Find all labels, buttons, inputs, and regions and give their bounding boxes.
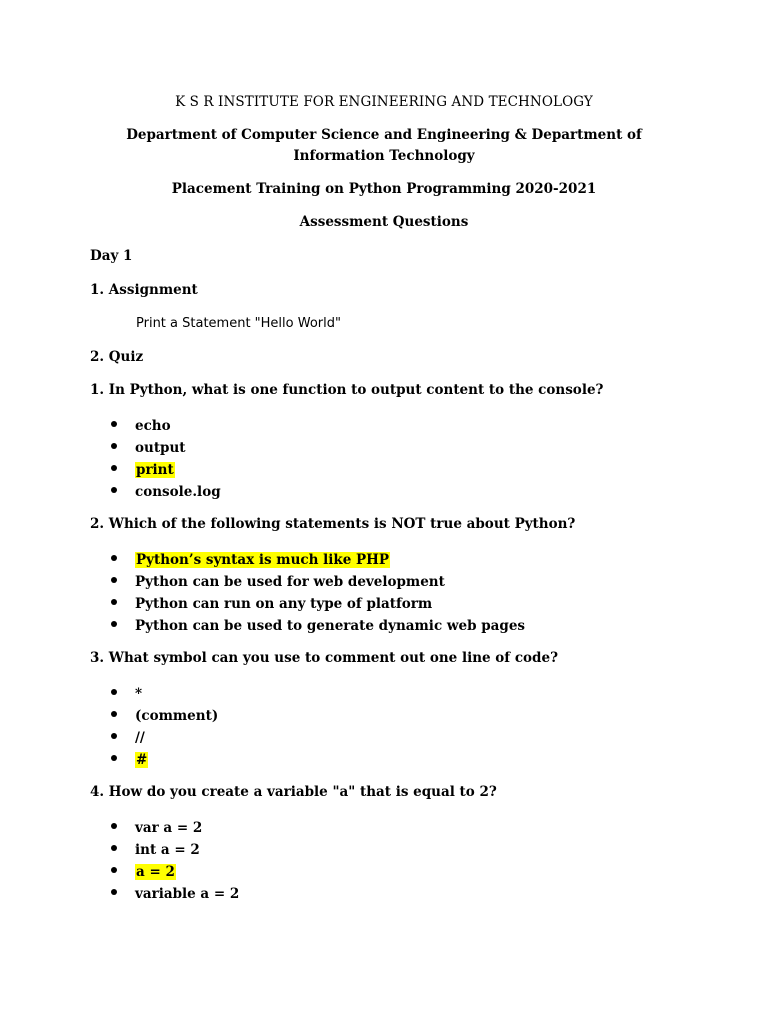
bullet-icon: [111, 421, 117, 427]
bullet-icon: [111, 555, 117, 561]
option-item: [0, 615, 768, 637]
option-text: echo: [135, 418, 171, 434]
question-1: 1. In Python, what is one function to output content to the console?: [90, 382, 604, 398]
assessment-title: Assessment Questions: [299, 214, 469, 230]
question-3: 3. What symbol can you use to comment out one line of code?: [90, 650, 558, 666]
option-text: console.log: [135, 484, 221, 500]
option-item: [0, 549, 768, 571]
bullet-icon: [111, 823, 117, 829]
option-text: int a = 2: [135, 842, 200, 858]
bullet-icon: [111, 465, 117, 471]
bullet-icon: [111, 845, 117, 851]
option-text: Python can be used for web development: [135, 574, 445, 590]
bullet-icon: [111, 577, 117, 583]
question-4: 4. How do you create a variable "a" that is equal to 2?: [90, 784, 497, 800]
assignment-heading: 1. Assignment: [90, 282, 198, 298]
highlighted-answer: a = 2: [136, 864, 175, 880]
bullet-icon: [111, 443, 117, 449]
option-item: [0, 481, 768, 503]
option-item: [0, 571, 768, 593]
highlighted-answer: print: [136, 462, 174, 478]
option-item: [0, 415, 768, 437]
department-name: Department of Computer Science and Engineering & Department of Information Technology: [126, 127, 642, 164]
option-text: //: [135, 730, 145, 746]
highlighted-answer: Python’s syntax is much like PHP: [136, 552, 390, 568]
day-heading: Day 1: [90, 248, 133, 264]
bullet-icon: [111, 689, 117, 695]
option-item: [0, 839, 768, 861]
bullet-icon: [111, 621, 117, 627]
quiz-heading: 2. Quiz: [90, 349, 144, 365]
assignment-text: Print a Statement "Hello World": [136, 316, 341, 331]
option-item: [0, 727, 768, 749]
bullet-icon: [111, 889, 117, 895]
bullet-icon: [111, 487, 117, 493]
option-item: [0, 705, 768, 727]
option-item: [0, 437, 768, 459]
institute-name: K S R INSTITUTE FOR ENGINEERING AND TECHNOLOGY: [175, 94, 593, 110]
bullet-icon: [111, 599, 117, 605]
bullet-icon: [111, 755, 117, 761]
option-item: [0, 683, 768, 705]
training-title: Placement Training on Python Programming 2020-2021: [171, 181, 597, 197]
option-item: [0, 861, 768, 883]
option-item: [0, 817, 768, 839]
option-item: [0, 749, 768, 771]
bullet-icon: [111, 867, 117, 873]
option-text: output: [135, 440, 186, 456]
bullet-icon: [111, 733, 117, 739]
option-text: Python can run on any type of platform: [135, 596, 433, 612]
option-item: [0, 883, 768, 905]
option-item: [0, 593, 768, 615]
option-text: Python can be used to generate dynamic web pages: [135, 618, 526, 634]
highlighted-answer: #: [136, 752, 148, 768]
option-text: *: [135, 686, 143, 702]
option-text: (comment): [135, 708, 219, 724]
option-text: variable a = 2: [135, 886, 240, 902]
option-text: var a = 2: [135, 820, 203, 836]
bullet-icon: [111, 711, 117, 717]
question-2: 2. Which of the following statements is NOT true about Python?: [90, 516, 576, 532]
option-item: [0, 459, 768, 481]
